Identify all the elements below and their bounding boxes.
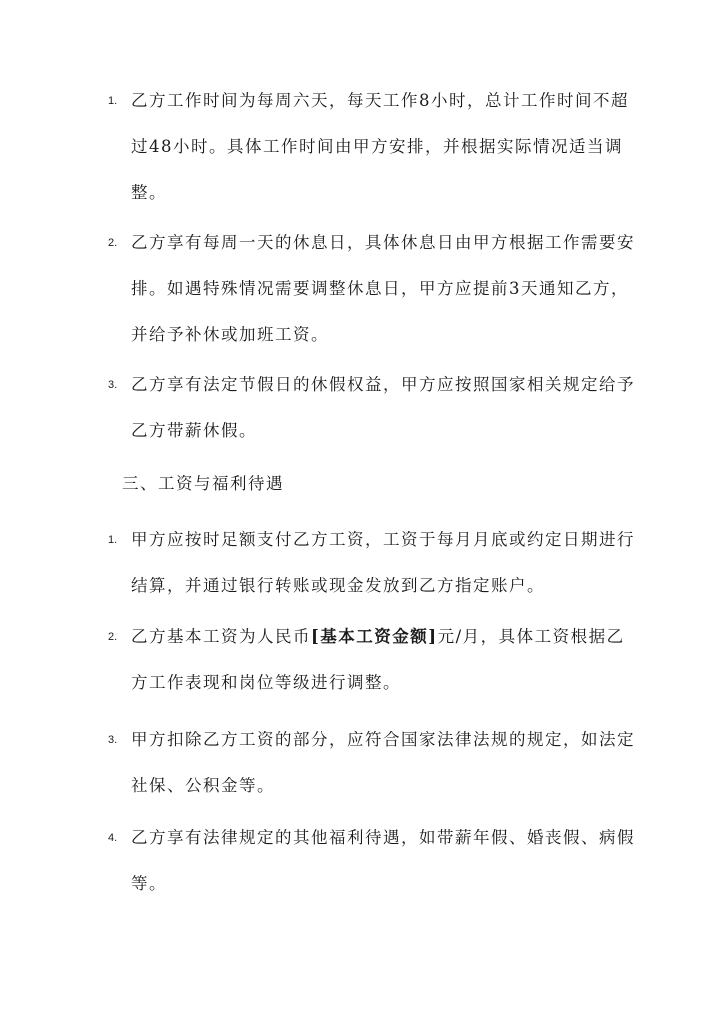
list-item-text: 乙方工作时间为每周六天，每天工作8小时，总计工作时间不超过48小时。具体工作时间由甲方安排，并根据实际情况适当调整。 [131,91,629,202]
list-item-text: 乙方享有法律规定的其他福利待遇，如带薪年假、婚丧假、病假等。 [131,828,635,893]
salary-text-after: 元/月，具体工资根据乙方工作表现和岗位等级进行调整。 [131,627,625,692]
list-item-text: 甲方扣除乙方工资的部分，应符合国家法律法规的规定，如法定社保、公积金等。 [131,730,635,795]
section-heading: 三、工资与福利待遇 [122,474,284,493]
list-item-text: 乙方享有每周一天的休息日，具体休息日由甲方根据工作需要安排。如遇特殊情况需要调整休息日，甲方应提前3天通知乙方，并给予补休或加班工资。 [131,233,635,344]
list-item-number: 3. [108,379,118,391]
list-item-number: 1. [108,95,118,107]
list-item-text: 乙方享有法定节假日的休假权益，甲方应按照国家相关规定给予乙方带薪休假。 [131,375,635,440]
salary-text-before: 乙方基本工资为人民币 [131,627,311,646]
list-item-number: 3. [108,734,118,746]
list-item-number: 1. [108,534,118,546]
list-item-number: 2. [108,631,118,643]
list-item-number: 2. [108,237,118,249]
salary-amount-placeholder: [基本工资金额] [311,627,438,646]
list-item-text [131,614,635,706]
list-item-text: 甲方应按时足额支付乙方工资，工资于每月月底或约定日期进行结算，并通过银行转账或现金发放到乙方指定账户。 [131,530,635,595]
list-item-number: 4. [108,832,118,844]
